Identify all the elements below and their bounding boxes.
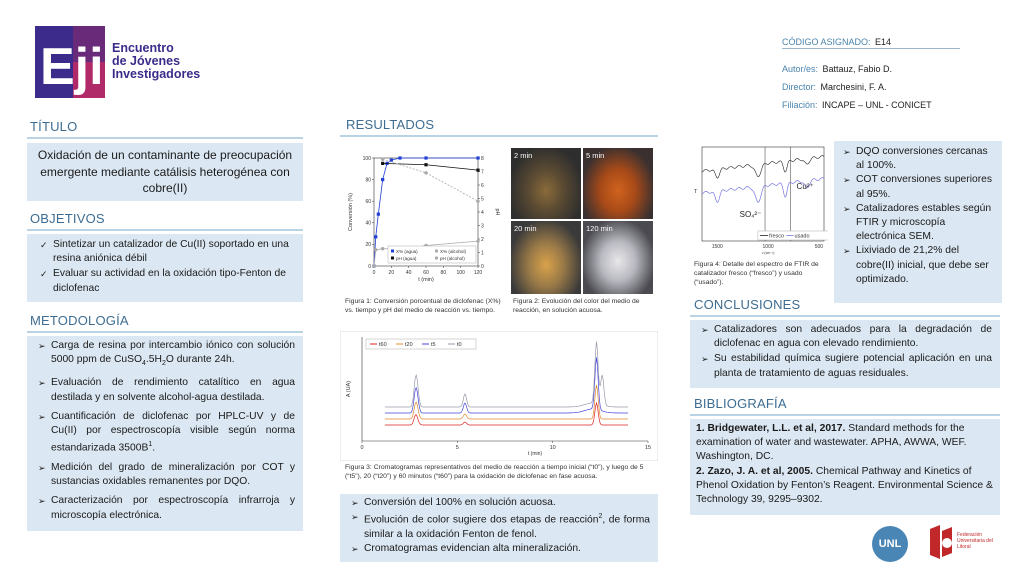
header-info: [782, 32, 1012, 113]
fig4-x-axis-label: ν (cm⁻¹): [761, 251, 775, 255]
method-item: ➢ Medición del grado de mineralización por COT y sustancias oxidables remanentes por DQO.: [38, 461, 295, 488]
fig3-legend-label: t0: [457, 342, 462, 348]
fig1-x-tick-label: 20: [388, 270, 395, 276]
metodologia-divider: [27, 331, 303, 333]
fig3-y-axis-label: A (UA): [346, 380, 352, 398]
code-label: CÓDIGO ASIGNADO:: [782, 37, 871, 47]
fig1-legend-marker: [391, 250, 394, 253]
arrow-bullet-icon: ➢: [843, 246, 851, 257]
fig3-legend-label: t20: [405, 342, 413, 348]
fig1-y2-tick-label: 6: [481, 182, 484, 189]
fig1-series-line-3: [383, 159, 478, 201]
unl-logo: [872, 526, 908, 562]
fig1-y-tick-label: 100: [362, 155, 371, 162]
fig3-x-tick-label: 0: [360, 445, 364, 451]
affil-value: INCAPE – UNL - CONICET: [821, 100, 932, 110]
fig4-x-tick-label: 500: [814, 244, 824, 250]
fig1-point: [398, 156, 401, 159]
conclusiones-divider: [690, 315, 1000, 317]
arrow-bullet-icon: ➢: [351, 498, 359, 508]
fig1-y-tick-label: 20: [365, 242, 371, 249]
fig4-x-tick-label: 1500: [711, 244, 723, 250]
photo-label-20min: 20 min: [514, 224, 537, 233]
poster-title: Oxidación de un contaminante de preocupación emergente mediante catálisis heterogénea con cobre(II): [37, 148, 293, 195]
result-item: ➢ DQO conversiones cercanas al 100%.: [843, 146, 988, 172]
feu-text: Federación Universitaria del Litoral: [957, 532, 993, 550]
affil-label: Filiación:: [782, 100, 818, 110]
fig3-caption: Figura 3: Cromatogramas representativos del medio de reacción a tiempo inicial (“t0”), y luego de 5 (“t5”), 20 (“t20”) y 60 minutos (“t60”) para la oxidación de diclofenac en fase acuosa.: [345, 464, 644, 480]
arrow-bullet-icon: ➢: [38, 462, 46, 473]
fig1-point: [374, 235, 377, 238]
svg-text:Eji: Eji: [40, 38, 104, 96]
method-item: ➢ Caracterización por espectroscopía infrarroja y microscopía electrónica.: [38, 495, 295, 521]
fig4-legend-label: fresco: [769, 233, 785, 240]
objetivo-item: ✓ Evaluar su actividad en la oxidación tipo-Fenton de diclofenac: [40, 268, 286, 294]
fig1-x-tick-label: 40: [405, 270, 412, 276]
info-divider: [782, 48, 960, 49]
arrow-bullet-icon: ➢: [701, 325, 709, 335]
fig1-x-tick-label: 60: [423, 270, 429, 276]
fig4-legend-label: usado: [794, 233, 810, 240]
fig1-x-tick-label: 80: [440, 270, 447, 276]
logo-line-3: Investigadores: [112, 67, 201, 81]
fig1-point: [424, 163, 427, 166]
arrow-bullet-icon: ➢: [351, 544, 359, 555]
logo-text: [112, 42, 200, 81]
unl-logo-text: UNL: [878, 538, 902, 550]
conclusion-item: ➢ Catalizadores son adecuados para la degradación de diclofenac en agua con elevado rendimiento.: [701, 324, 992, 350]
fig1-point: [372, 264, 375, 267]
fig1-x-tick-label: 100: [456, 270, 465, 276]
fig1-legend-marker: [435, 256, 438, 259]
fig1-point: [424, 171, 427, 174]
fig1-series-line-1: [383, 163, 478, 170]
figure-1: [340, 148, 506, 294]
fig1-legend-label: X% (alcohol): [440, 249, 467, 254]
conclusiones-box: [690, 320, 1000, 388]
figure-3: [340, 331, 658, 461]
metodologia-heading: METODOLOGÍA: [30, 313, 129, 328]
check-icon: ✓: [40, 240, 48, 250]
reference-2: 2. Zazo, J. A. et al, 2005. Chemical Pathway and Kinetics of Phenol Oxidation by Fenton’s Reagent. Environmental Science & Technology 39, 9295–9302.: [696, 465, 993, 506]
fig1-y2-tick-label: 5: [481, 196, 484, 203]
result-item: ➢ Conversión del 100% en solución acuosa.: [348, 496, 650, 510]
fig4-y-axis-label: T: [694, 189, 698, 195]
fig1-legend-label: X% (agua): [396, 249, 418, 254]
director-row: [782, 77, 1012, 95]
fig1-point: [381, 158, 384, 161]
fig1-y2-tick-label: 0: [481, 263, 484, 270]
feu-logo: [926, 523, 1006, 565]
fig1-y-tick-label: 60: [365, 199, 371, 205]
director-label: Director:: [782, 82, 817, 92]
results-bottom-box: [340, 494, 658, 562]
eji-logo: [35, 26, 105, 98]
fig3-x-tick-label: 15: [644, 445, 652, 451]
fig1-y2-tick-label: 2: [481, 236, 484, 243]
fig1-point: [476, 169, 479, 172]
photo-label-2min: 2 min: [514, 151, 533, 160]
logo-line-2: de Jóvenes: [112, 54, 181, 68]
fig1-y-tick-label: 80: [365, 177, 371, 184]
method-item: ➢ Evaluación de rendimiento catalítico en agua destilada y en solvente alcohol-agua destilada.: [38, 377, 295, 403]
fig3-x-axis-label: t (min): [527, 451, 543, 457]
bibliografia-box: [690, 419, 1000, 515]
bibliografia-heading: BIBLIOGRAFÍA: [694, 396, 787, 411]
resultados-heading: RESULTADOS: [346, 117, 435, 132]
result-item: ➢ Catalizadores estables según FTIR y microscopía electrónica SEM.: [843, 202, 992, 243]
result-item: ➢ Lixiviado de 21,2% del cobre(II) inicial, que debe ser optimizado.: [843, 245, 989, 285]
fig1-y-tick-label: 0: [368, 263, 371, 270]
titulo-heading: TÍTULO: [30, 119, 78, 134]
fig1-point: [381, 162, 384, 165]
fig1-point: [476, 156, 479, 159]
fig1-y2-tick-label: 1: [481, 250, 484, 257]
arrow-bullet-icon: ➢: [701, 354, 709, 365]
photo-label-120min: 120 min: [586, 224, 613, 233]
arrow-bullet-icon: ➢: [843, 175, 851, 186]
fig1-legend-label: pH (agua): [396, 256, 417, 261]
fig1-point: [476, 200, 479, 203]
fig1-y2-tick-label: 3: [481, 223, 484, 230]
check-icon: ✓: [40, 269, 48, 280]
fig1-point: [381, 247, 384, 250]
fig1-point: [377, 213, 380, 216]
fig1-caption: Figura 1: Conversión porcentual de diclofenac (X%) vs. tiempo y pH del medio de reacción vs. tiempo.: [345, 298, 501, 314]
fig1-legend: [388, 246, 476, 263]
fig4-annotation-cu: Cu²⁺: [796, 182, 814, 191]
results-right-box: [834, 141, 1002, 303]
conclusion-item: ➢ Su estabilidad química sugiere potencial aplicación en una planta de tratamiento de aguas residuales.: [701, 353, 992, 379]
logo-line-1: Encuentro: [112, 41, 174, 55]
fig4-caption: Figura 4: Detalle del espectro de FTIR de catalizador fresco (“fresco”) y usado (“usado”).: [694, 261, 819, 286]
metodologia-box: [27, 336, 303, 531]
result-item: ➢ COT conversiones superiores al 95%.: [843, 174, 993, 200]
fig1-y-tick-label: 40: [365, 220, 371, 227]
arrow-bullet-icon: ➢: [38, 378, 46, 389]
fig1-legend-marker: [435, 249, 438, 252]
fig1-legend-marker: [391, 257, 394, 260]
objetivos-divider: [27, 229, 303, 231]
fig1-point: [381, 178, 384, 181]
fig1-legend-label: pH (alcohol): [440, 256, 465, 261]
figure-4: [690, 143, 828, 258]
arrow-bullet-icon: ➢: [38, 411, 46, 422]
fig3-legend-label: t5: [431, 342, 436, 348]
director-value: Marchesini, F. A.: [820, 82, 887, 92]
fig1-x-axis-label: t (min): [418, 277, 434, 283]
arrow-bullet-icon: ➢: [843, 203, 851, 214]
fig1-point: [476, 239, 479, 242]
fig1-y2-tick-label: 8: [481, 155, 484, 162]
affil-row: [782, 95, 1012, 113]
photo-label-5min: 5 min: [586, 151, 605, 160]
objetivo-item: ✓ Sintetizar un catalizador de Cu(II) soportado en una resina aniónica débil: [40, 239, 289, 265]
arrow-bullet-icon: ➢: [351, 512, 359, 523]
resultados-divider: [340, 135, 658, 137]
author-value: Battauz, Fabio D.: [822, 64, 893, 74]
author-label: Autor/es:: [782, 64, 819, 74]
arrow-bullet-icon: ➢: [843, 147, 851, 157]
figure-2: [511, 148, 653, 294]
fig1-chart: [340, 148, 506, 294]
bibliografia-divider: [690, 414, 1000, 416]
fig3-x-tick-label: 10: [549, 445, 556, 451]
fig3-chart: [340, 331, 658, 461]
objetivos-heading: OBJETIVOS: [30, 211, 105, 226]
fig4-x-tick-label: 1000: [762, 244, 774, 250]
reference-1: 1. Bridgewater, L.L. et al, 2017. Standard methods for the examination of water and wastewater. APHA, AWWA, WEF. Washington, DC.: [696, 423, 967, 463]
fig2-caption: Figura 2: Evolución del color del medio de reacción, en solución acuosa.: [513, 298, 640, 314]
method-item: ➢ Cuantificación de diclofenac por HPLC-UV y de Cu(II) por espectroscopía visible según norma estandarizada $3500B^1$.: [38, 410, 295, 454]
fig1-point: [374, 248, 377, 251]
arrow-bullet-icon: ➢: [38, 341, 46, 351]
fig1-y-axis-label: Conversión (%): [348, 193, 354, 231]
fig3-legend-label: t60: [379, 342, 387, 348]
fig4-annotation-so4: SO₄²⁻: [739, 210, 762, 219]
feu-emblem-icon: [926, 523, 956, 563]
titulo-divider: [27, 137, 303, 139]
fig3-x-tick-label: 5: [455, 445, 459, 451]
conclusiones-heading: CONCLUSIONES: [694, 297, 801, 312]
fig1-x-tick-label: 120: [473, 270, 483, 276]
fig4-chart: [690, 143, 828, 258]
code-value: E14: [874, 37, 891, 47]
titulo-box: [27, 143, 303, 201]
fig1-y2-axis-label: pH: [494, 208, 500, 216]
fig1-point: [424, 156, 427, 159]
result-item: ➢ Cromatogramas evidencian alta mineralización.: [348, 542, 650, 556]
objetivos-box: [27, 234, 303, 302]
author-row: [782, 59, 1012, 77]
method-item: ➢ Carga de resina por intercambio iónico con solución 5000 ppm de $CuSO_4.5H_2O$ durante 24h.: [38, 340, 295, 368]
result-item: ➢ Evolución de color sugiere dos etapas de reacción$^2$, de forma similar a la oxidación Fenton de fenol.: [351, 512, 650, 540]
fig1-y2-tick-label: 4: [481, 209, 484, 216]
fig1-y2-tick-label: 7: [481, 169, 484, 176]
arrow-bullet-icon: ➢: [38, 496, 46, 507]
fig1-point: [390, 159, 393, 162]
fig1-x-tick-label: 0: [372, 270, 376, 276]
